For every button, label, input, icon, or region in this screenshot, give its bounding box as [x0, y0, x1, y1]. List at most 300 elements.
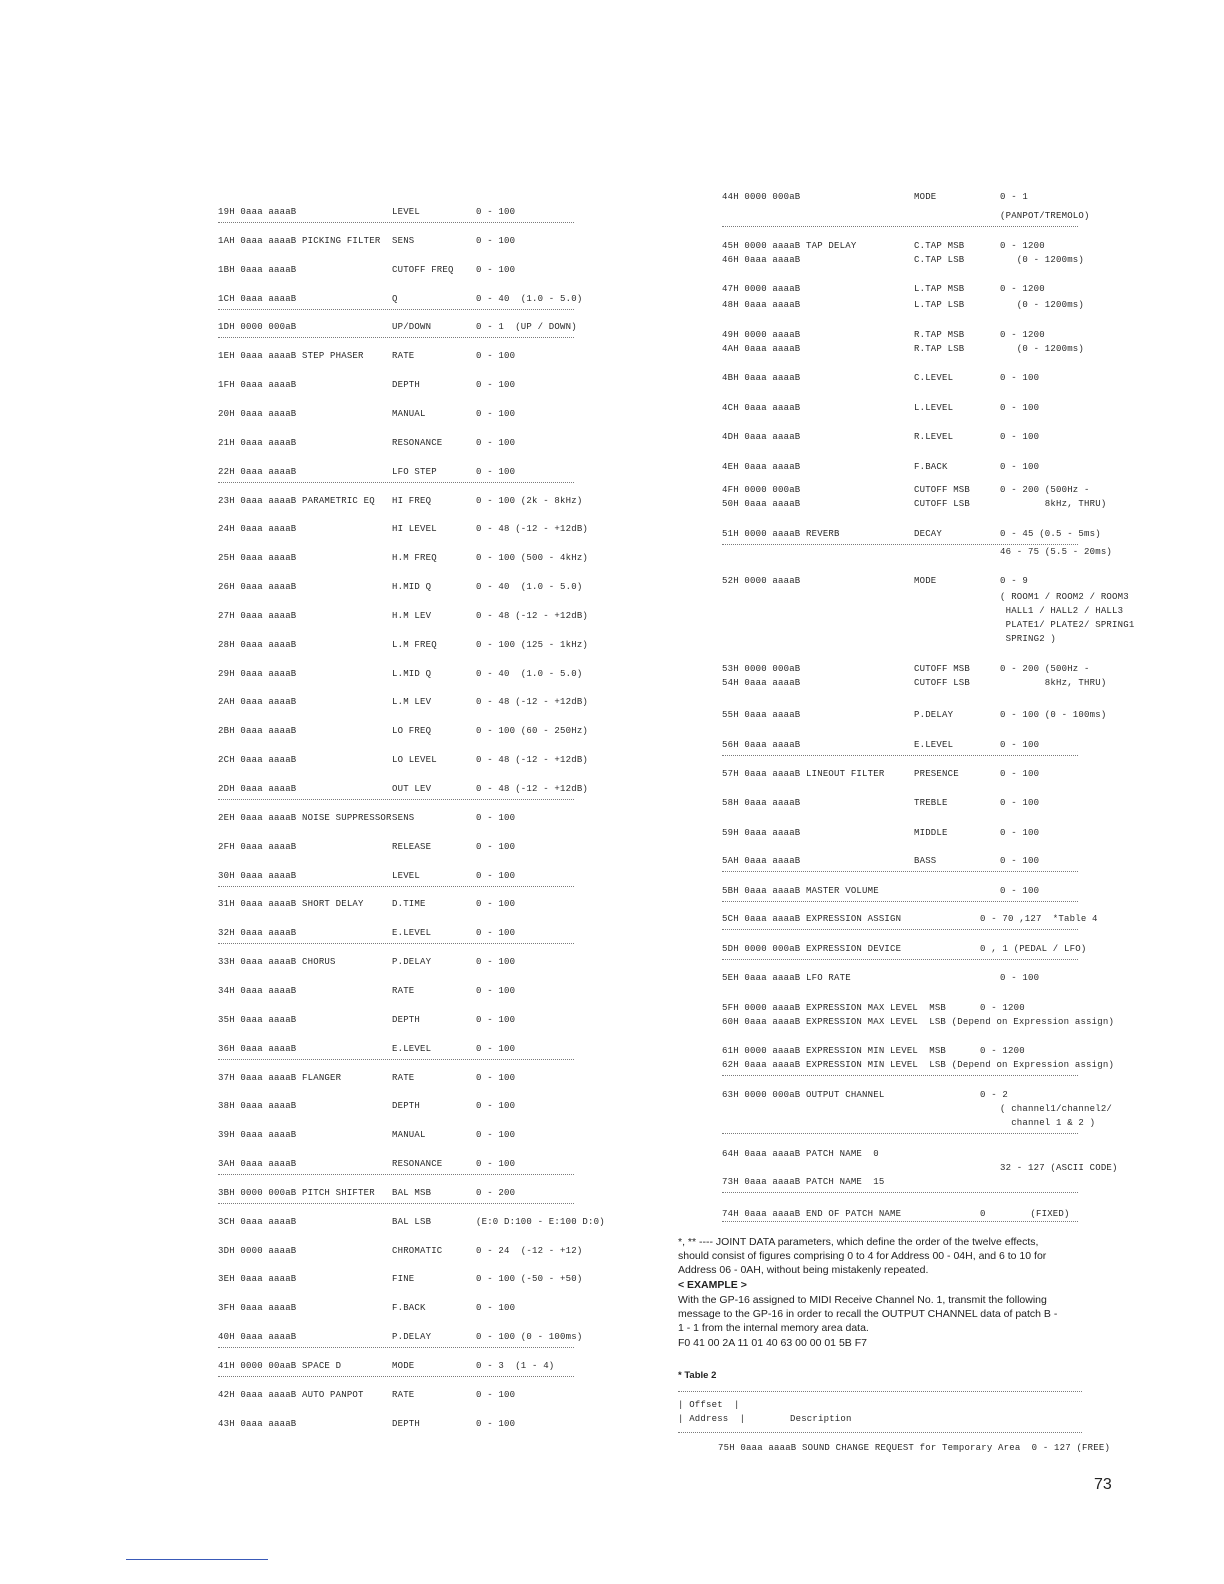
- right-row: [722, 484, 1122, 496]
- dotted-separator: [218, 1203, 574, 1204]
- parameter-range: 0 - 1 (UP / DOWN): [476, 322, 577, 333]
- parameter-range: 0 - 9: [1000, 576, 1029, 586]
- parameter-range: 0 - 40 (1.0 - 5.0): [476, 668, 583, 679]
- parameter-name: L.M LEV: [392, 697, 432, 708]
- dotted-separator: [722, 871, 1078, 872]
- parameter-range: 0 - 100: [1000, 403, 1040, 413]
- parameter-address: 40H 0aaa aaaaB: [218, 1332, 297, 1343]
- parameter-range: 0 - 100: [476, 957, 516, 968]
- parameter-address: 61H 0000 aaaaB EXPRESSION MIN LEVEL MSB: [722, 1046, 947, 1056]
- parameter-range: (PANPOT/TREMOLO): [1000, 211, 1090, 221]
- parameter-range: 0 - 48 (-12 - +12dB): [476, 784, 589, 794]
- parameter-name: E.LEVEL: [914, 740, 954, 750]
- parameter-range: 8kHz, THRU): [1000, 499, 1107, 509]
- parameter-address: 24H 0aaa aaaaB: [218, 524, 297, 535]
- left-row: [218, 350, 578, 362]
- parameter-range: 0 - 100: [476, 1101, 516, 1112]
- footer-rule: [126, 1559, 268, 1560]
- parameter-name: P.DELAY: [914, 710, 954, 720]
- parameter-range: 8kHz, THRU): [1000, 678, 1107, 688]
- table2-header-address: | Address |: [678, 1414, 746, 1424]
- left-row: [218, 495, 583, 507]
- parameter-address: 60H 0aaa aaaaB EXPRESSION MAX LEVEL LSB (Depend on Expression assign): [722, 1017, 1115, 1027]
- parameter-name: DEPTH: [392, 1014, 421, 1025]
- parameter-address: 50H 0aaa aaaaB: [722, 499, 801, 509]
- parameter-address: 45H 0000 aaaaB TAP DELAY: [722, 241, 857, 251]
- right-row: [722, 739, 1122, 751]
- right-row: [722, 1016, 1122, 1028]
- right-row: [722, 855, 1122, 867]
- right-row: [722, 431, 1122, 443]
- parameter-name: CUTOFF LSB: [914, 678, 971, 688]
- left-row: [218, 1418, 578, 1430]
- parameter-name: L.TAP MSB: [914, 284, 965, 294]
- right-row: [722, 329, 1122, 341]
- parameter-name: DECAY: [914, 529, 943, 539]
- parameter-name: E.LEVEL: [392, 928, 432, 939]
- parameter-name: MODE: [914, 192, 937, 202]
- right-row: [722, 240, 1122, 252]
- table2-top-rule: [678, 1391, 1082, 1392]
- parameter-range: 0 - 100: [1000, 973, 1040, 983]
- left-row: [218, 1072, 578, 1084]
- parameter-range: (0 - 1200ms): [1000, 300, 1085, 310]
- parameter-address: 1FH 0aaa aaaaB: [218, 380, 297, 391]
- parameter-address: 29H 0aaa aaaaB: [218, 668, 297, 679]
- parameter-name: PRESENCE: [914, 769, 959, 779]
- parameter-range: 0 - 100: [1000, 769, 1040, 779]
- parameter-address: 52H 0000 aaaaB: [722, 576, 801, 586]
- left-row: [218, 927, 578, 939]
- parameter-range: 0 - 24 (-12 - +12): [476, 1245, 583, 1256]
- left-row: [218, 870, 578, 882]
- dotted-separator: [218, 222, 574, 223]
- parameter-address: 2DH 0aaa aaaaB: [218, 784, 297, 794]
- example-heading: < EXAMPLE >: [678, 1279, 747, 1291]
- parameter-range: 0 - 100: [476, 899, 516, 910]
- dotted-separator: [218, 943, 574, 944]
- parameter-address: 1CH 0aaa aaaaB: [218, 293, 297, 304]
- parameter-range: channel 1 & 2 ): [1000, 1118, 1096, 1128]
- parameter-address: 48H 0aaa aaaaB: [722, 300, 801, 310]
- left-row: [218, 1158, 578, 1170]
- parameter-address: 4BH 0aaa aaaaB: [722, 373, 801, 383]
- parameter-range: 0 - 100: [476, 1303, 516, 1314]
- parameter-address: 2BH 0aaa aaaaB: [218, 726, 297, 737]
- parameter-range: 0 - 100: [476, 207, 516, 217]
- parameter-address: 4DH 0aaa aaaaB: [722, 432, 801, 442]
- right-row: [722, 283, 1122, 295]
- left-row: [218, 206, 578, 218]
- parameter-name: P.DELAY: [392, 1332, 432, 1343]
- parameter-address: 3EH 0aaa aaaaB: [218, 1274, 297, 1285]
- dotted-separator: [722, 901, 1078, 902]
- dotted-separator: [722, 1221, 1078, 1222]
- parameter-address: 25H 0aaa aaaaB: [218, 553, 297, 564]
- right-row: [722, 1176, 1122, 1188]
- parameter-name: RATE: [392, 351, 415, 362]
- parameter-address: 2FH 0aaa aaaaB: [218, 841, 297, 852]
- dotted-separator: [722, 544, 1078, 545]
- parameter-name: RATE: [392, 1072, 415, 1083]
- parameter-address: 41H 0000 00aaB SPACE D: [218, 1361, 342, 1371]
- parameter-range: 0 - 100: [476, 985, 516, 996]
- right-row: [722, 1148, 1122, 1160]
- right-row: [722, 972, 1122, 984]
- parameter-range: 0 - 100: [476, 870, 516, 881]
- dotted-separator: [722, 226, 1078, 227]
- left-row: [218, 1129, 578, 1141]
- dotted-separator: [218, 337, 574, 338]
- left-row: [218, 754, 589, 766]
- parameter-range: (0 - 1200ms): [1000, 344, 1085, 354]
- dotted-separator: [722, 1192, 1078, 1193]
- parameter-name: D.TIME: [392, 899, 426, 910]
- parameter-range: (E:0 D:100 - E:100 D:0): [476, 1216, 605, 1227]
- parameter-address: 4CH 0aaa aaaaB: [722, 403, 801, 413]
- example-line1: With the GP-16 assigned to MIDI Receive Channel No. 1, transmit the following: [678, 1294, 1047, 1306]
- parameter-range: 0 - 100 (0 - 100ms): [1000, 710, 1107, 720]
- left-row: [218, 1245, 583, 1257]
- parameter-address: 3FH 0aaa aaaaB: [218, 1303, 297, 1314]
- parameter-name: BAL LSB: [392, 1216, 432, 1227]
- parameter-address: 5DH 0000 000aB EXPRESSION DEVICE: [722, 944, 902, 954]
- parameter-range: 0 - 100: [1000, 886, 1040, 896]
- parameter-address: 56H 0aaa aaaaB: [722, 740, 801, 750]
- parameter-address: 32H 0aaa aaaaB: [218, 928, 297, 939]
- page-number: 73: [1094, 1476, 1112, 1493]
- parameter-address: 33H 0aaa aaaaB CHORUS: [218, 957, 336, 968]
- parameter-address: 59H 0aaa aaaaB: [722, 828, 801, 838]
- parameter-name: MIDDLE: [914, 828, 948, 838]
- parameter-name: DEPTH: [392, 1418, 421, 1429]
- parameter-address: 27H 0aaa aaaaB: [218, 610, 297, 621]
- parameter-range: 0 - 2: [980, 1090, 1009, 1100]
- parameter-range: 0 - 100: [1000, 462, 1040, 472]
- dotted-separator: [722, 1075, 1078, 1076]
- right-row: [722, 768, 1122, 780]
- parameter-name: CHROMATIC: [392, 1245, 443, 1256]
- right-row: [722, 546, 1122, 558]
- parameter-name: MODE: [392, 1361, 415, 1371]
- parameter-range: (0 - 1200ms): [1000, 255, 1085, 265]
- parameter-range: HALL1 / HALL2 / HALL3: [1000, 606, 1124, 616]
- parameter-address: 74H 0aaa aaaaB END OF PATCH NAME: [722, 1209, 902, 1219]
- parameter-name: F.BACK: [392, 1303, 426, 1314]
- parameter-range: 0 - 70 ,127 *Table 4: [980, 914, 1098, 924]
- parameter-name: MODE: [914, 576, 937, 586]
- parameter-range: 0 - 100: [1000, 856, 1040, 866]
- right-row: [722, 528, 1122, 540]
- parameter-name: L.TAP LSB: [914, 300, 965, 310]
- right-row: [722, 913, 1122, 925]
- right-row: [722, 1208, 1122, 1220]
- parameter-address: 63H 0000 000aB OUTPUT CHANNEL: [722, 1090, 885, 1100]
- parameter-range: 0 - 3 (1 - 4): [476, 1361, 555, 1371]
- parameter-address: 53H 0000 000aB: [722, 664, 801, 674]
- parameter-range: 0 - 1200: [1000, 241, 1045, 251]
- parameter-name: BAL MSB: [392, 1187, 432, 1198]
- parameter-name: OUT LEV: [392, 784, 432, 794]
- parameter-range: 0 - 40 (1.0 - 5.0): [476, 582, 583, 593]
- parameter-address: 3CH 0aaa aaaaB: [218, 1216, 297, 1227]
- parameter-address: 2EH 0aaa aaaaB NOISE SUPPRESSOR: [218, 812, 392, 823]
- parameter-range: 0 - 100 (125 - 1kHz): [476, 639, 589, 650]
- parameter-name: DEPTH: [392, 1101, 421, 1112]
- parameter-range: 0 - 100: [476, 264, 516, 275]
- right-row: [722, 372, 1122, 384]
- parameter-address: 43H 0aaa aaaaB: [218, 1418, 297, 1429]
- dotted-separator: [218, 309, 574, 310]
- parameter-address: 39H 0aaa aaaaB: [218, 1130, 297, 1141]
- right-row: [722, 797, 1122, 809]
- parameter-range: 0 - 1: [1000, 192, 1029, 202]
- parameter-address: 58H 0aaa aaaaB: [722, 798, 801, 808]
- parameter-range: 0 - 100: [476, 1159, 516, 1170]
- parameter-address: 1EH 0aaa aaaaB STEP PHASER: [218, 351, 364, 362]
- parameter-range: 0 - 100: [476, 1130, 516, 1141]
- parameter-name: CUTOFF LSB: [914, 499, 971, 509]
- right-row: [722, 461, 1122, 473]
- right-row: [722, 677, 1122, 689]
- right-row: [722, 254, 1122, 266]
- parameter-name: MANUAL: [392, 408, 426, 419]
- parameter-range: 0 - 100: [1000, 432, 1040, 442]
- dotted-separator: [218, 799, 574, 800]
- right-row: [722, 1002, 1122, 1014]
- left-row: [218, 293, 583, 305]
- right-row: [722, 191, 1122, 203]
- parameter-range: 0 (FIXED): [980, 1209, 1070, 1219]
- left-row: [218, 235, 578, 247]
- parameter-address: 35H 0aaa aaaaB: [218, 1014, 297, 1025]
- parameter-name: R.TAP MSB: [914, 330, 965, 340]
- example-line3: 1 - 1 from the internal memory area data.: [678, 1322, 869, 1334]
- parameter-range: SPRING2 ): [1000, 634, 1057, 644]
- parameter-range: 0 - 100 (-50 - +50): [476, 1274, 583, 1285]
- parameter-address: 51H 0000 aaaaB REVERB: [722, 529, 840, 539]
- parameter-address: 5BH 0aaa aaaaB MASTER VOLUME: [722, 886, 879, 896]
- parameter-address: 23H 0aaa aaaaB PARAMETRIC EQ: [218, 495, 375, 506]
- left-row: [218, 321, 578, 333]
- right-row: [722, 299, 1122, 311]
- parameter-name: LEVEL: [392, 870, 421, 881]
- joint-data-note-line2: should consist of figures comprising 0 to 4 for Address 00 - 04H, and 6 to 10 for: [678, 1250, 1047, 1262]
- right-row: [722, 498, 1122, 510]
- parameter-address: 30H 0aaa aaaaB: [218, 870, 297, 881]
- parameter-range: 0 - 48 (-12 - +12dB): [476, 610, 589, 621]
- parameter-name: RESONANCE: [392, 437, 443, 448]
- dotted-separator: [722, 929, 1078, 930]
- parameter-address: 26H 0aaa aaaaB: [218, 582, 297, 593]
- left-row: [218, 956, 578, 968]
- parameter-range: 0 - 100 (60 - 250Hz): [476, 726, 589, 737]
- table2-header-offset: | Offset |: [678, 1400, 740, 1410]
- parameter-range: 0 - 100: [476, 1418, 516, 1429]
- parameter-range: 0 - 48 (-12 - +12dB): [476, 697, 589, 708]
- parameter-range: 0 - 200 (500Hz -: [1000, 664, 1090, 674]
- left-row: [218, 1187, 578, 1199]
- dotted-separator: [218, 1059, 574, 1060]
- parameter-range: 0 - 1200: [1000, 284, 1045, 294]
- right-row: [722, 1045, 1122, 1057]
- parameter-address: 46H 0aaa aaaaB: [722, 255, 801, 265]
- left-row: [218, 552, 589, 564]
- parameter-address: 57H 0aaa aaaaB LINEOUT FILTER: [722, 769, 885, 779]
- parameter-address: 4AH 0aaa aaaaB: [722, 344, 801, 354]
- left-row: [218, 437, 578, 449]
- parameter-name: F.BACK: [914, 462, 948, 472]
- parameter-range: 0 - 100: [1000, 828, 1040, 838]
- dotted-separator: [218, 886, 574, 887]
- parameter-range: 32 - 127 (ASCII CODE): [1000, 1163, 1118, 1173]
- joint-data-note-line3: Address 06 - 0AH, without being mistakenly repeated.: [678, 1264, 929, 1276]
- parameter-name: LEVEL: [392, 207, 421, 217]
- parameter-range: 0 - 1200: [1000, 330, 1045, 340]
- parameter-address: 49H 0000 aaaaB: [722, 330, 801, 340]
- parameter-name: LFO STEP: [392, 466, 437, 477]
- parameter-name: L.MID Q: [392, 668, 432, 679]
- parameter-address: 5FH 0000 aaaaB EXPRESSION MAX LEVEL MSB: [722, 1003, 947, 1013]
- parameter-name: RATE: [392, 1389, 415, 1400]
- left-row: [218, 725, 589, 737]
- parameter-name: L.M FREQ: [392, 639, 437, 650]
- parameter-range: 0 - 45 (0.5 - 5ms): [1000, 529, 1101, 539]
- parameter-address: 1AH 0aaa aaaaB PICKING FILTER: [218, 235, 381, 246]
- left-row: [218, 812, 578, 824]
- parameter-range: 0 - 100: [476, 380, 516, 391]
- parameter-address: 55H 0aaa aaaaB: [722, 710, 801, 720]
- parameter-address: 3DH 0000 aaaaB: [218, 1245, 297, 1256]
- right-row: [722, 1089, 1122, 1101]
- parameter-address: 2AH 0aaa aaaaB: [218, 697, 297, 708]
- parameter-range: 0 - 48 (-12 - +12dB): [476, 755, 589, 766]
- parameter-name: H.M LEV: [392, 610, 432, 621]
- parameter-address: 19H 0aaa aaaaB: [218, 207, 297, 217]
- right-row: [722, 591, 1129, 603]
- left-row: [218, 581, 583, 593]
- parameter-range: PLATE1/ PLATE2/ SPRING1: [1000, 620, 1135, 630]
- parameter-range: 0 - 100 (500 - 4kHz): [476, 553, 589, 564]
- parameter-name: C.TAP MSB: [914, 241, 965, 251]
- parameter-address: 28H 0aaa aaaaB: [218, 639, 297, 650]
- left-row: [218, 1302, 578, 1314]
- parameter-name: C.LEVEL: [914, 373, 954, 383]
- parameter-name: RATE: [392, 985, 415, 996]
- right-row: [722, 619, 1135, 631]
- parameter-range: 0 - 100 (0 - 100ms): [476, 1332, 583, 1343]
- parameter-range: 0 - 100: [476, 408, 516, 419]
- right-row: [722, 1117, 1122, 1129]
- left-row: [218, 408, 578, 420]
- dotted-separator: [218, 482, 574, 483]
- parameter-name: L.LEVEL: [914, 403, 954, 413]
- left-row: [218, 783, 589, 795]
- parameter-address: 4EH 0aaa aaaaB: [722, 462, 801, 472]
- left-row: [218, 1043, 578, 1055]
- parameter-name: DEPTH: [392, 380, 421, 391]
- parameter-address: 54H 0aaa aaaaB: [722, 678, 801, 688]
- parameter-name: SENS: [392, 235, 415, 246]
- table2-header-rule: [678, 1432, 1082, 1433]
- parameter-range: 0 - 100: [476, 1043, 516, 1054]
- parameter-address: 62H 0aaa aaaaB EXPRESSION MIN LEVEL LSB (Depend on Expression assign): [722, 1060, 1115, 1070]
- parameter-range: ( channel1/channel2/: [1000, 1104, 1113, 1114]
- parameter-range: 0 - 200: [476, 1187, 516, 1198]
- left-row: [218, 985, 578, 997]
- right-row: [722, 1103, 1122, 1115]
- table2-title: * Table 2: [678, 1370, 717, 1381]
- parameter-name: LO FREQ: [392, 726, 432, 737]
- left-row: [218, 668, 583, 680]
- parameter-name: MANUAL: [392, 1130, 426, 1141]
- right-row: [722, 633, 1122, 645]
- parameter-name: H.MID Q: [392, 582, 432, 593]
- parameter-range: 0 - 100: [476, 466, 516, 477]
- parameter-name: HI LEVEL: [392, 524, 437, 535]
- parameter-range: 0 - 100: [476, 1389, 516, 1400]
- left-row: [218, 523, 589, 535]
- parameter-range: 0 - 100: [1000, 798, 1040, 808]
- left-row: [218, 1014, 578, 1026]
- left-row: [218, 1360, 578, 1372]
- parameter-range: 0 - 100: [476, 235, 516, 246]
- table2-row: 75H 0aaa aaaaB SOUND CHANGE REQUEST for Temporary Area 0 - 127 (FREE): [718, 1443, 1111, 1453]
- right-row: [722, 605, 1122, 617]
- left-row: [218, 1389, 578, 1401]
- right-row: [722, 1059, 1122, 1071]
- left-row: [218, 841, 578, 853]
- parameter-name: RESONANCE: [392, 1159, 443, 1170]
- example-line2: message to the GP-16 in order to recall the OUTPUT CHANNEL data of patch B -: [678, 1308, 1058, 1320]
- parameter-address: 21H 0aaa aaaaB: [218, 437, 297, 448]
- dotted-separator: [722, 959, 1078, 960]
- parameter-address: 42H 0aaa aaaaB AUTO PANPOT: [218, 1389, 364, 1400]
- right-row: [722, 210, 1122, 222]
- parameter-address: 4FH 0000 000aB: [722, 485, 801, 495]
- parameter-range: 0 - 1200: [980, 1003, 1025, 1013]
- parameter-address: 73H 0aaa aaaaB PATCH NAME 15: [722, 1177, 885, 1187]
- right-row: [722, 663, 1122, 675]
- parameter-range: 0 - 100: [476, 437, 516, 448]
- parameter-range: 0 , 1 (PEDAL / LFO): [980, 944, 1087, 954]
- parameter-address: 22H 0aaa aaaaB: [218, 466, 297, 477]
- parameter-address: 1DH 0000 000aB: [218, 322, 297, 333]
- parameter-address: 20H 0aaa aaaaB: [218, 408, 297, 419]
- parameter-range: 0 - 48 (-12 - +12dB): [476, 524, 589, 535]
- parameter-address: 38H 0aaa aaaaB: [218, 1101, 297, 1112]
- parameter-range: 46 - 75 (5.5 - 20ms): [1000, 547, 1113, 557]
- right-row: [722, 402, 1122, 414]
- parameter-name: Q: [392, 293, 398, 304]
- dotted-separator: [218, 1347, 574, 1348]
- parameter-name: TREBLE: [914, 798, 948, 808]
- left-row: [218, 1216, 605, 1228]
- parameter-range: 0 - 1200: [980, 1046, 1025, 1056]
- parameter-address: 2CH 0aaa aaaaB: [218, 755, 297, 766]
- parameter-name: HI FREQ: [392, 495, 432, 506]
- right-row: [722, 575, 1122, 587]
- parameter-address: 1BH 0aaa aaaaB: [218, 264, 297, 275]
- parameter-range: 0 - 100 (2k - 8kHz): [476, 495, 583, 506]
- parameter-address: 47H 0000 aaaaB: [722, 284, 801, 294]
- left-row: [218, 379, 578, 391]
- dotted-separator: [218, 1174, 574, 1175]
- parameter-range: 0 - 100: [1000, 373, 1040, 383]
- parameter-address: 3AH 0aaa aaaaB: [218, 1159, 297, 1170]
- left-row: [218, 696, 589, 708]
- parameter-name: E.LEVEL: [392, 1043, 432, 1054]
